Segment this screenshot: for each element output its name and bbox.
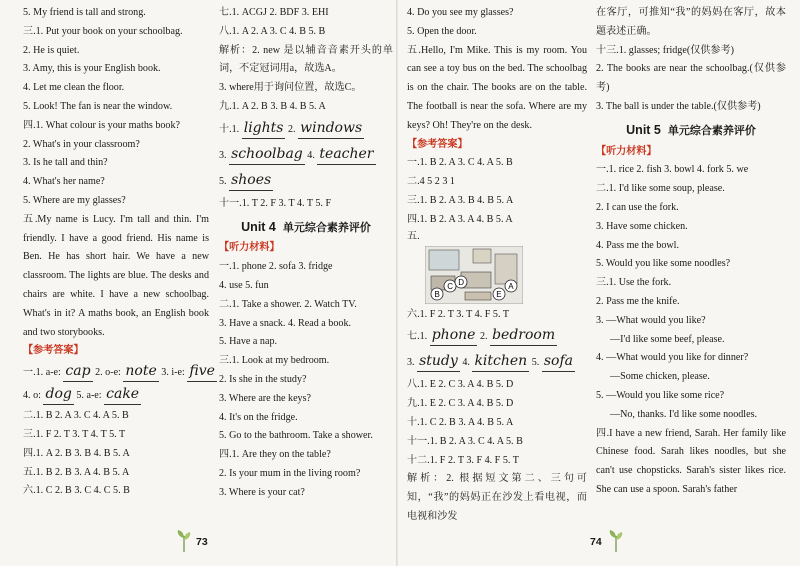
text-line: 三.1. Use the fork. (596, 277, 672, 289)
text-line: 3. —What would you like? (596, 314, 706, 326)
handwritten-word: bedroom (490, 325, 557, 346)
page-number-left: 73 (196, 536, 208, 548)
unit-heading: Unit 4 单元综合素养评价 (241, 219, 371, 234)
scene-label: C (447, 281, 454, 291)
text-line: 3. The ball is under the table.(仅供参考) (596, 100, 761, 112)
text-line: 4. It's on the fridge. (219, 411, 298, 423)
text-line: 5. Where are my glasses? (23, 194, 126, 206)
answer-line: 八.1. A 2. A 3. C 4. B 5. B (219, 25, 326, 37)
page-number-right: 74 (590, 536, 602, 548)
handwritten-word: kitchen (472, 351, 529, 372)
analysis-note: 解析：2. new 是以辅音音素开头的单词，不定冠词用a，故选A。 (219, 44, 393, 75)
column-4 (596, 4, 786, 500)
text-line: 5. Open the door. (407, 25, 477, 37)
handwritten-word: note (123, 361, 158, 382)
text-line: 2. Is your mum in the living room? (219, 467, 361, 479)
column-2 (219, 4, 393, 503)
handwritten-word: shoes (229, 170, 273, 191)
reference-answer-heading: 【参考答案】 (407, 138, 468, 150)
handwritten-word: sofa (542, 351, 575, 372)
text-line: 5. Go to the bathroom. Take a shower. (219, 430, 373, 442)
text-line: 四.1. What colour is your maths book? (23, 119, 180, 131)
handwritten-word: dog (43, 384, 73, 405)
answer-line: 二.1. B 2. A 3. C 4. A 5. B (23, 410, 129, 422)
handwritten-word: schoolbag (229, 144, 305, 165)
text-line: 二.1. Take a shower. 2. Watch TV. (219, 298, 357, 310)
text-line: 2. I can use the fork. (596, 201, 679, 213)
reference-answer-heading: 【参考答案】 (23, 345, 84, 357)
text-line: 4. Pass me the bowl. (596, 239, 679, 251)
reading-passage: 四.I have a new friend, Sarah. Her family like Chinese food. Sarah likes noodles, but she can't use chopsticks. Sarah's sister likes rice. She can use a spoon. Sarah's father (596, 427, 786, 495)
written-answers: 十.1. lights 2. windows (219, 117, 393, 143)
text-line: 一.1. phone 2. sofa 3. fridge (219, 261, 333, 273)
handwritten-word: cap (63, 361, 92, 382)
text-line: 2. Is she in the study? (219, 373, 307, 385)
answer-line: 五.1. B 2. B 3. A 4. B 5. A (23, 466, 130, 478)
text-line: 3. Have a snack. 4. Read a book. (219, 317, 352, 329)
scene-label: E (496, 289, 502, 299)
leaf-ornament-icon (608, 528, 624, 552)
scene-label: A (508, 281, 514, 291)
page-gutter (396, 0, 398, 566)
dialog-line: 5. —Would you like some rice? (596, 389, 725, 401)
answer-line: 七.1. ACGJ 2. BDF 3. EHI (219, 7, 329, 18)
handwritten-word: study (417, 351, 460, 372)
text-line: 二.1. I'd like some soup, please. (596, 183, 725, 195)
column-1 (23, 4, 215, 501)
text-line: 5. Would you like some noodles? (596, 258, 731, 270)
text-line: 5. Have a nap. (219, 336, 278, 348)
text-line: 3. Where are the keys? (219, 392, 312, 404)
handwritten-word: windows (298, 118, 364, 139)
text-line: 3. Where is your cat? (219, 486, 305, 498)
listening-heading: 【听力材料】 (596, 145, 657, 157)
column-3 (407, 4, 587, 527)
answer-line: 三.1. F 2. T 3. T 4. T 5. T (23, 428, 126, 440)
scene-answer: 五. (407, 230, 420, 242)
answer-line: 三.1. B 2. A 3. B 4. B 5. A (407, 194, 514, 206)
text-line: 2. The books are near the schoolbag.(仅供参考) (596, 63, 786, 94)
text-line: 四.1. Are they on the table? (219, 449, 331, 461)
leaf-ornament-icon (176, 528, 192, 552)
reading-passage: 五.My name is Lucy. I'm tall and thin. I'm friendly. I have a good friend. His name is Ben. He has short hair. We have a new classroom. The lights are blue. The desks and chairs are white. I have a new schoolbag. What's in it? A maths book, an English book and two storybooks. (23, 213, 209, 338)
text-line: 4. What's her name? (23, 176, 105, 188)
answer-line: 十一.1. B 2. A 3. C 4. A 5. B (407, 435, 523, 447)
analysis-note: 3. where用于询问位置，故选C。 (219, 82, 362, 94)
text-line: 三.1. Put your book on your schoolbag. (23, 25, 183, 37)
handwritten-word: phone (430, 325, 478, 346)
text-line: 2. What's in your classroom? (23, 138, 140, 150)
phonics-answers: 4. o: dog 5. a-e: cake (23, 384, 209, 407)
text-line: 2. Pass me the knife. (596, 295, 680, 307)
text-line: 3. Is he tall and thin? (23, 157, 108, 169)
text-line: 十三.1. glasses; fridge(仅供参考) (596, 44, 734, 56)
dialog-line: 4. —What would you like for dinner? (596, 352, 749, 364)
written-answers: 七.1. phone 2. bedroom (407, 324, 587, 350)
listening-heading: 【听力材料】 (219, 242, 280, 254)
handwritten-word: five (187, 361, 217, 382)
text-line: 3. Amy, this is your English book. (23, 63, 161, 75)
written-answers: 3. study 4. kitchen 5. sofa (407, 350, 587, 376)
answer-line: 六.1. F 2. T 3. T 4. F 5. T (407, 308, 509, 320)
text-line: 5. Look! The fan is near the window. (23, 100, 173, 112)
dialog-line: —Some chicken, please. (610, 371, 710, 383)
answer-line: 十一.1. T 2. F 3. T 4. T 5. F (219, 197, 332, 209)
answer-line: 九.1. A 2. B 3. B 4. B 5. A (219, 100, 326, 112)
text-line: 三.1. Look at my bedroom. (219, 355, 330, 367)
scene-label: D (458, 277, 464, 287)
answer-line: 十.1. C 2. B 3. A 4. B 5. A (407, 416, 514, 428)
analysis-note: 解析：2. 根据短文第二、三句可知，“我”的妈妈正在沙发上看电视，而电视和沙发 (407, 473, 587, 522)
answer-line: 二.4 5 2 3 1 (407, 176, 455, 188)
text-line: 5. My friend is tall and strong. (23, 7, 146, 18)
text-line: 4. use 5. fun (219, 279, 269, 291)
room-scene-image (425, 246, 523, 304)
dialog-line: —No, thanks. I'd like some noodles. (610, 408, 758, 420)
handwritten-word: lights (242, 118, 286, 139)
answer-line: 四.1. A 2. B 3. B 4. B 5. A (23, 447, 130, 459)
text-line: 4. Do you see my glasses? (407, 7, 514, 18)
answer-line: 八.1. E 2. C 3. A 4. B 5. D (407, 379, 514, 391)
answer-line: 九.1. E 2. C 3. A 4. B 5. D (407, 398, 514, 410)
answer-line: 十二.1. F 2. T 3. F 4. F 5. T (407, 454, 519, 466)
scene-label: B (434, 289, 440, 299)
text-line: 3. Have some chicken. (596, 220, 688, 232)
text-line: 2. He is quiet. (23, 44, 80, 56)
unit-heading: Unit 5 单元综合素养评价 (626, 122, 756, 137)
reading-passage: 五.Hello, I'm Mike. This is my room. You can see a toy bus on the bed. The schoolbag is on the chair. The books are on the table. The football is near the sofa. Where are my keys? Oh! They're on the desk. (407, 44, 587, 131)
handwritten-word: cake (104, 384, 141, 405)
answer-line: 一.1. B 2. A 3. C 4. A 5. B (407, 157, 513, 169)
analysis-note: 在客厅，可推知“我”的妈妈在客厅，故本题表述正确。 (596, 7, 786, 37)
written-answers: 5. shoes (219, 169, 393, 195)
phonics-answers: 一.1. a-e: cap 2. o-e: note 3. i-e: five (23, 361, 209, 384)
handwritten-word: teacher (317, 144, 375, 165)
answer-line: 六.1. C 2. B 3. C 4. C 5. B (23, 485, 130, 497)
dialog-line: —I'd like some beef, please. (610, 333, 725, 345)
text-line: 一.1. rice 2. fish 3. bowl 4. fork 5. we (596, 164, 749, 176)
answer-line: 四.1. B 2. A 3. A 4. B 5. A (407, 213, 513, 225)
written-answers: 3. schoolbag 4. teacher (219, 143, 393, 169)
text-line: 4. Let me clean the floor. (23, 82, 125, 94)
